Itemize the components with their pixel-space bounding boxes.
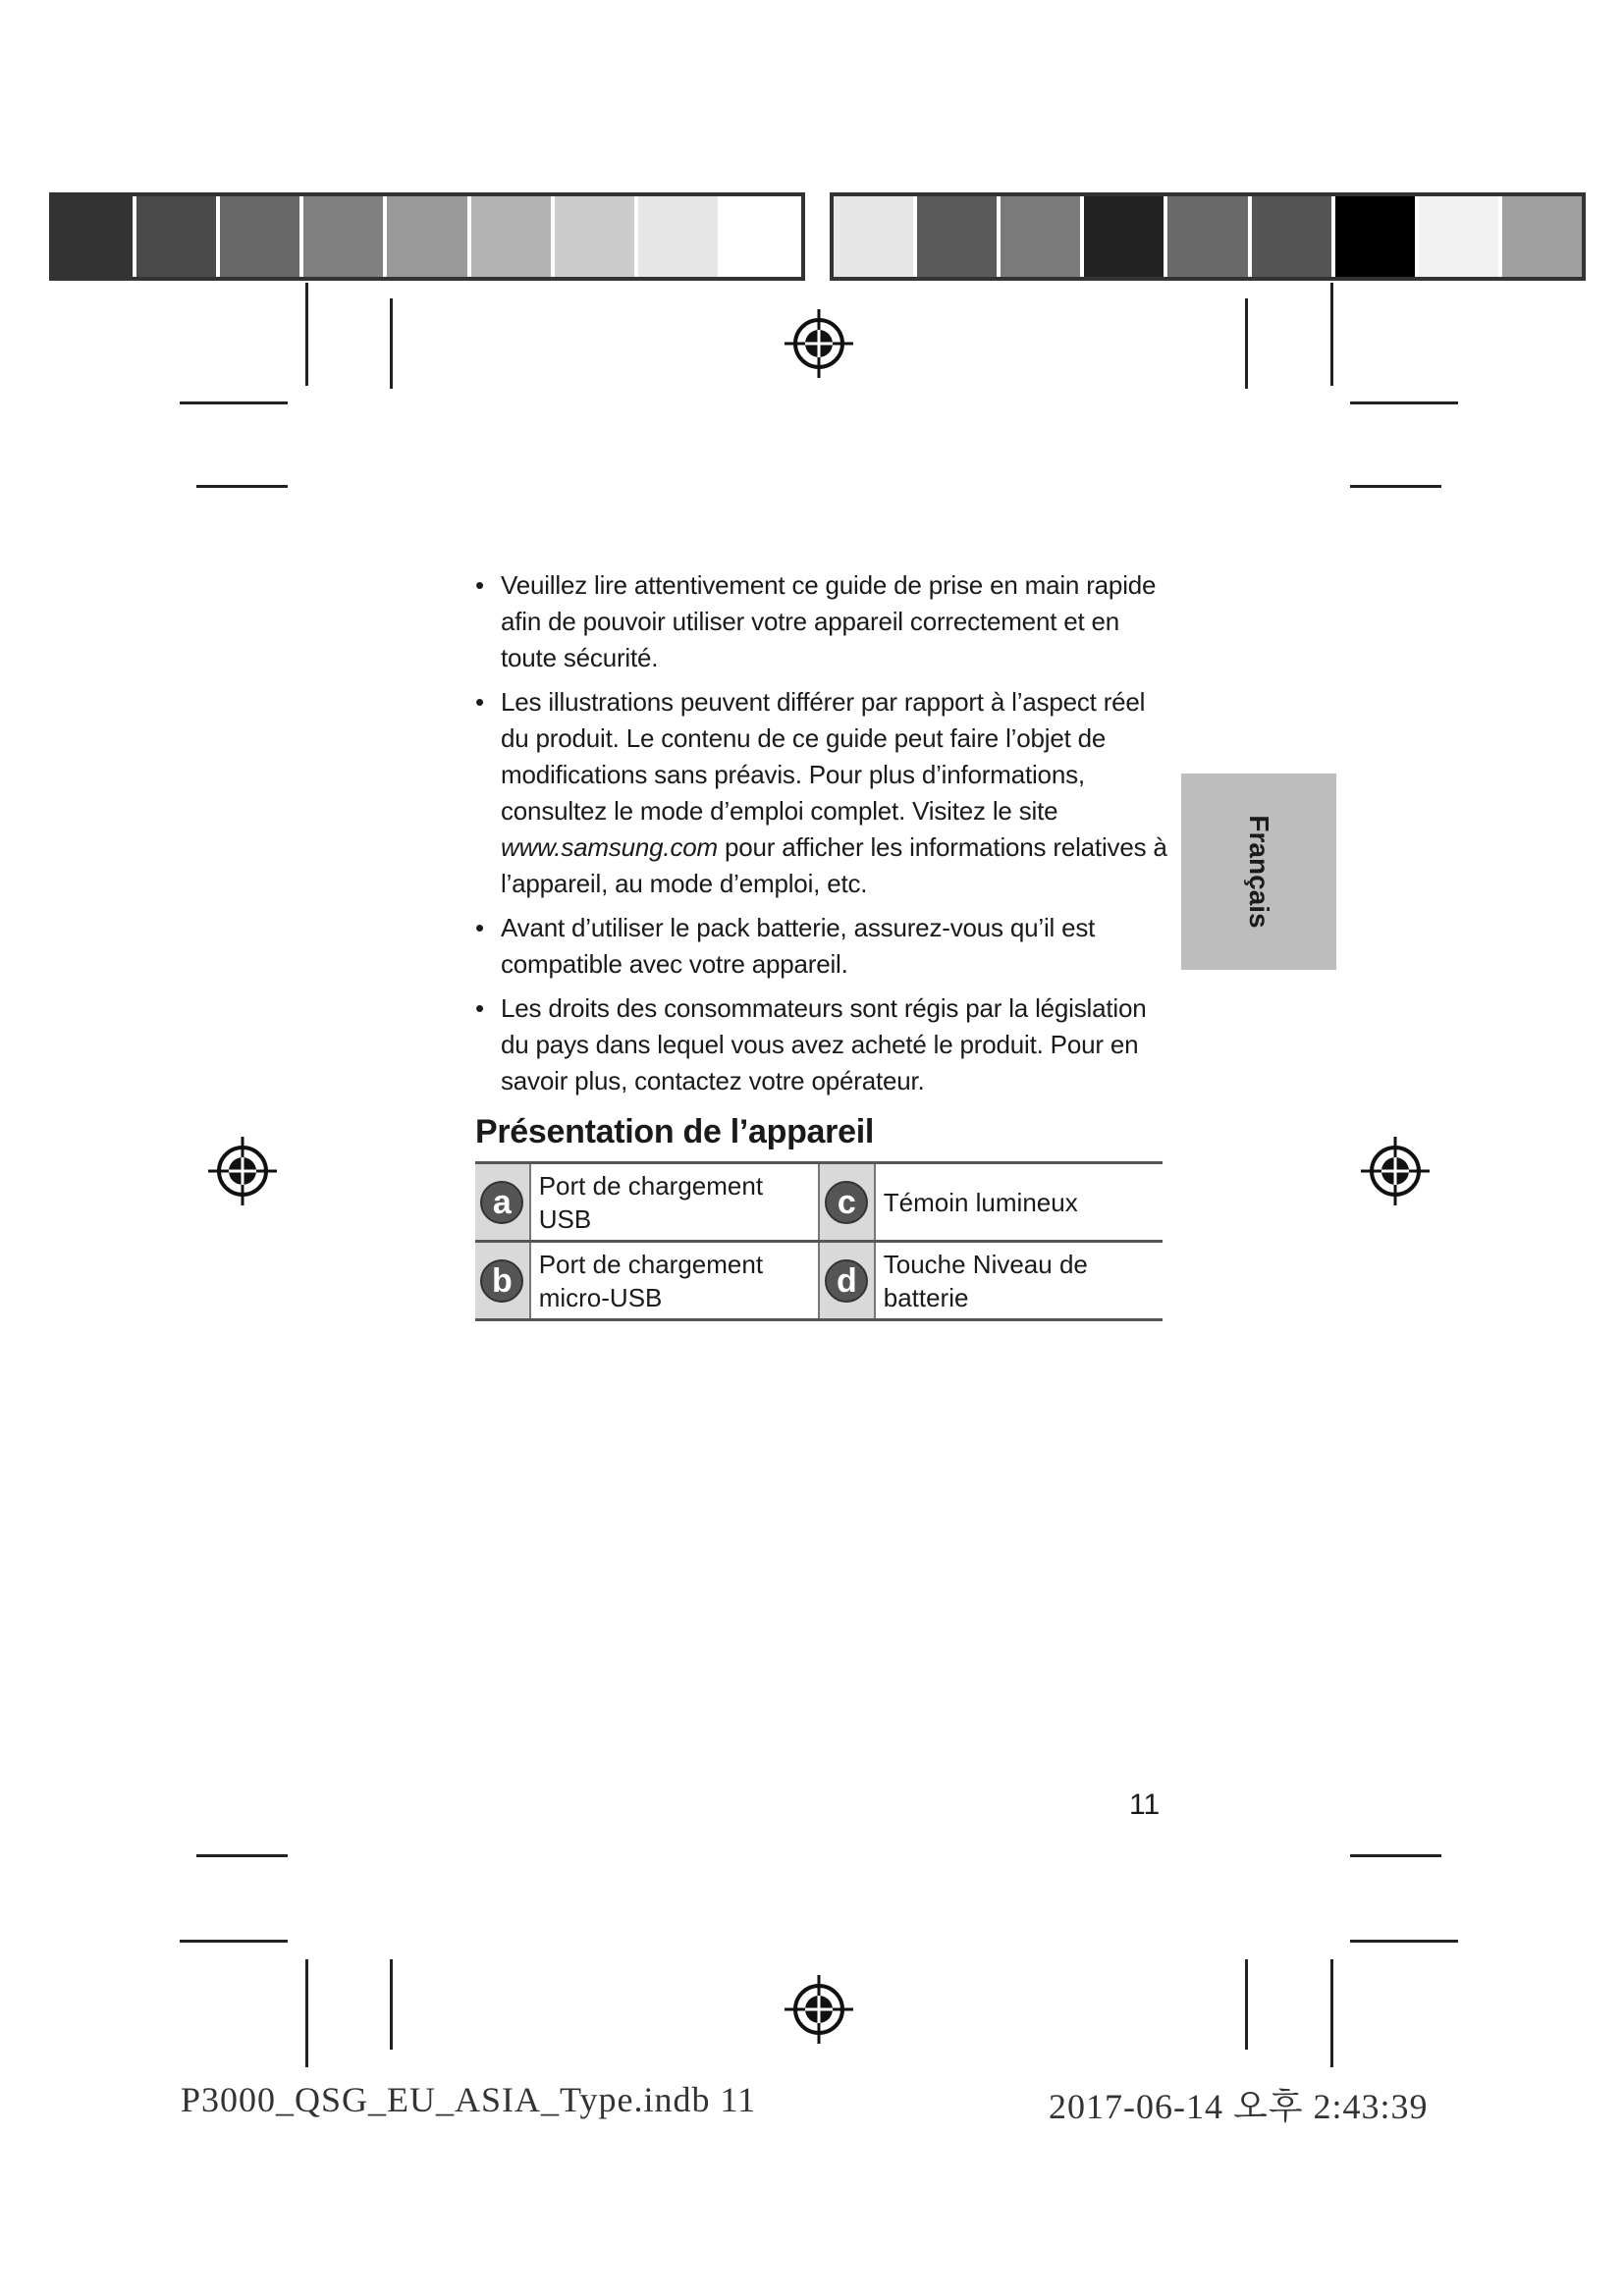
part-label: Port de chargement micro-USB [530, 1242, 819, 1320]
samsung-website-link[interactable]: www.samsung.com [501, 832, 718, 862]
bullet-text: Avant d’utiliser le pack batterie, assurez-vous qu’il est compatible avec votre appareil. [501, 913, 1096, 979]
registration-mark-icon [783, 1973, 855, 2046]
crop-mark [390, 1959, 393, 2050]
crop-mark [1245, 298, 1248, 389]
page-number: 11 [1129, 1789, 1161, 1821]
crop-mark [1330, 1959, 1333, 2067]
color-swatch [53, 196, 136, 277]
list-item [475, 684, 1174, 902]
badge-cell [819, 1242, 875, 1320]
crop-mark [196, 1854, 288, 1857]
crop-mark [1245, 1959, 1248, 2050]
bullet-text: Les droits des consommateurs sont régis par la législation du pays dans lequel vous avez acheté le produit. Pour en savoir plus, contactez votre opérateur. [501, 993, 1147, 1095]
color-swatch [1001, 196, 1084, 277]
color-swatch [1335, 196, 1419, 277]
part-label: Témoin lumineux [875, 1163, 1163, 1242]
list-item [475, 567, 1174, 676]
part-badge: d [825, 1259, 868, 1303]
notice-list [475, 567, 1174, 1099]
bullet-icon: • [475, 993, 484, 1023]
badge-cell [475, 1163, 530, 1242]
color-calibration-bar-left [49, 192, 805, 281]
color-swatch [1502, 196, 1582, 277]
bullet-text: Veuillez lire attentivement ce guide de prise en main rapide afin de pouvoir utiliser votre appareil correctement et en toute sécurité. [501, 570, 1157, 672]
crop-mark [1330, 283, 1333, 386]
crop-mark [1350, 1940, 1458, 1943]
language-tab [1181, 774, 1336, 970]
device-parts-table [475, 1161, 1163, 1321]
crop-mark [1350, 485, 1441, 488]
part-label: Touche Niveau de batterie [875, 1242, 1163, 1320]
crop-mark [196, 485, 288, 488]
footer-timestamp: 2017-06-14 오후 2:43:39 [1049, 2087, 1429, 2126]
bullet-text: pour afficher les informations relatives à l’appareil, au mode d’emploi, etc. [501, 832, 1167, 898]
crop-mark [180, 401, 288, 404]
registration-mark-icon [1359, 1135, 1432, 1207]
part-badge: b [480, 1259, 523, 1303]
crop-mark [1350, 1854, 1441, 1857]
bullet-icon: • [475, 570, 484, 600]
color-swatch [136, 196, 220, 277]
color-swatch [303, 196, 387, 277]
color-swatch [387, 196, 470, 277]
part-badge: c [825, 1181, 868, 1224]
color-swatch [555, 196, 638, 277]
color-swatch [1252, 196, 1335, 277]
color-swatch [722, 196, 801, 277]
part-label: Port de chargement USB [530, 1163, 819, 1242]
color-swatch [220, 196, 303, 277]
part-badge: a [480, 1181, 523, 1224]
badge-cell [819, 1163, 875, 1242]
list-item [475, 910, 1174, 983]
list-item [475, 990, 1174, 1099]
registration-mark-icon [206, 1135, 279, 1207]
crop-mark [180, 1940, 288, 1943]
section-title: Présentation de l’appareil [475, 1113, 874, 1150]
bullet-icon: • [475, 687, 484, 717]
registration-mark-icon [783, 307, 855, 380]
table-row [475, 1242, 1163, 1320]
crop-mark [305, 1959, 308, 2067]
crop-mark [390, 298, 393, 389]
crop-mark [1350, 401, 1458, 404]
page-content [475, 567, 1174, 1321]
color-swatch [1167, 196, 1251, 277]
color-swatch [471, 196, 555, 277]
crop-mark [305, 283, 308, 386]
badge-cell [475, 1242, 530, 1320]
color-swatch [917, 196, 1001, 277]
color-swatch [638, 196, 722, 277]
color-calibration-bar-right [830, 192, 1586, 281]
footer-file-info: P3000_QSG_EU_ASIA_Type.indb 11 [181, 2080, 757, 2119]
language-tab-label: Français [1244, 815, 1274, 929]
color-swatch [834, 196, 917, 277]
bullet-text: Les illustrations peuvent différer par rapport à l’aspect réel du produit. Le contenu de ce guide peut faire l’objet de modifications sans préavis. Pour plus d’informations, consultez le mode d’emploi complet. Visitez le site [501, 687, 1146, 826]
color-swatch [1084, 196, 1167, 277]
table-row [475, 1163, 1163, 1242]
color-swatch [1419, 196, 1502, 277]
bullet-icon: • [475, 913, 484, 942]
